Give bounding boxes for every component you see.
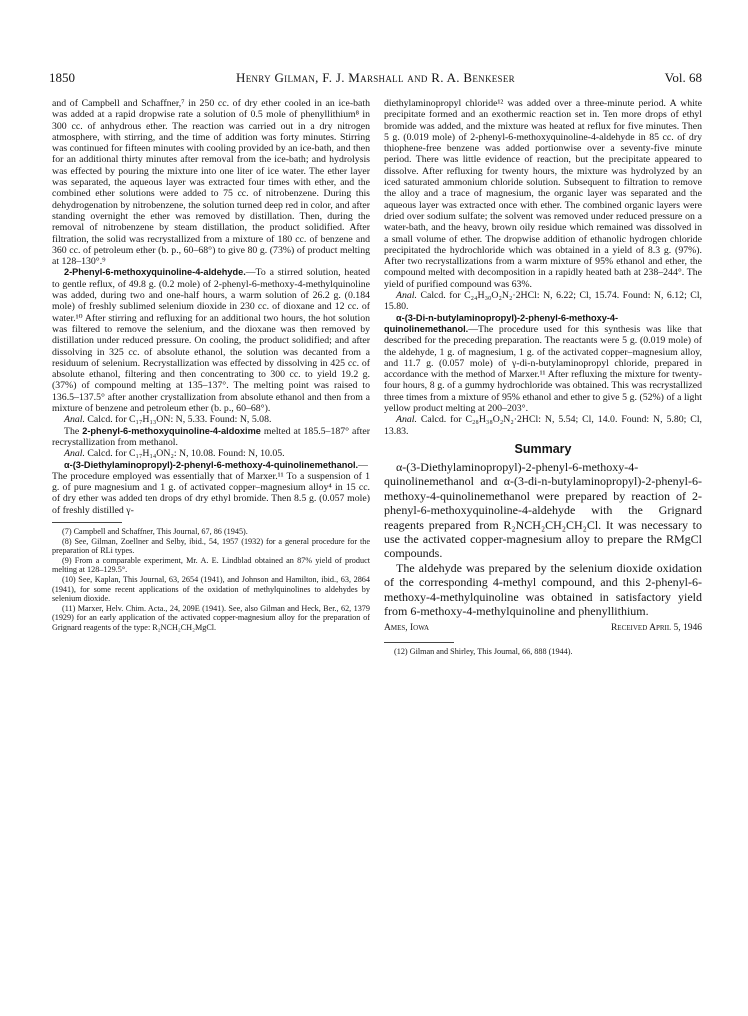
- analysis-text: Calcd. for C₂₈H₃₈O₂N₂·2HCl: N, 5.54; Cl, 14.0. Found: N, 5.80; Cl, 13.83.: [384, 414, 702, 437]
- section-heading: α-(3-Diethylaminopropyl)-2-phenyl-6-methoxy-4-quinolinemethanol.: [64, 459, 359, 470]
- paragraph: [52, 426, 370, 449]
- summary-paragraph: The aldehyde was prepared by the selenium dioxide oxidation of the corresponding 4-methyl compound, and this 2-phenyl-6-methoxy-4-methylquinoline was obtained in satisfactory yield from 6-methoxy-4-methylquinoline and phenyllithium.: [384, 560, 702, 618]
- analysis-label: Anal.: [64, 414, 85, 426]
- paragraph: and of Campbell and Schaffner,⁷ in 250 cc. of dry ether cooled in an ice-bath was added at a rapid dropwise rate a solution of 0.5 mole of phenyllithium⁸ in 300 cc. of anhydrous ether. The reaction was carried out in a dry nitrogen atmosphere, with stirring, and the time of addition was forty minutes. Stirring was continued for fifteen minutes with cooling provided by an ice-bath, and then for an additional thirty minutes after removal from the ice-bath; and hydrolysis was effected by pouring the mixture into one liter of ice water. The ether layer was separated, the aqueous layer was extracted four times with ether, and the combined ether solutions were added to 75 cc. of nitrobenzene. During this dehydrogenation by nitrobenzene, the solution turned deep red in color, and after standing overnight the ether was removed by distillation. Then, during the removal of nitrobenzene by steam distillation, the product solidified. After filtration, the solid was recrystallized from a mixture of 180 cc. of benzene and 360 cc. of petroleum ether (b. p., 60–68°) to give 80 g. (73%) of product melting at 128–130°.⁹: [52, 98, 370, 268]
- place: Ames, Iowa: [384, 623, 430, 634]
- running-title: Henry Gilman, F. J. Marshall and R. A. Benkeser: [236, 70, 515, 85]
- footnote: (8) See, Gilman, Zoellner and Selby, ibid., 54, 1957 (1932) for a general procedure for the preparation of RLi types.: [52, 536, 370, 556]
- page-number: 1850: [49, 70, 75, 85]
- paragraph-text: —The procedure employed was essentially that of Marxer.¹¹ To a suspension of 1 g. of pure magnesium and 1 g. of activated copper–magnesium alloy⁴ in 15 cc. of dry ether was added ten drops of dry ethyl bromide. Then 8.5 g. (0.057 mole) of freshly distilled γ-: [52, 459, 370, 516]
- analysis-line: [52, 414, 370, 425]
- summary-paragraph: α-(3-Diethylaminopropyl)-2-phenyl-6-methoxy-4-quinolinemethanol and α-(3-di-n-butylaminopropyl)-2-phenyl-6-methoxy-4-quinolinemethanol were prepared by reaction of 2-phenyl-6-methoxyquinoline-4-aldehyde with the Grignard reagents prepared from R₂NCH₂CH₂CH₂Cl. It was necessary to use the activated copper-magnesium alloy to prepare the RMgCl compounds.: [384, 459, 702, 561]
- footnote: (10) See, Kaplan, This Journal, 63, 2654 (1941), and Johnson and Hamilton, ibid., 63, 2864 (1941), for some recent applications of the oxidation of methylquinolines to aldehydes by selenium dioxide.: [52, 574, 370, 604]
- section-heading: 2-Phenyl-6-methoxyquinoline-4-aldehyde.: [64, 267, 246, 278]
- paragraph: [52, 460, 370, 516]
- footnote-divider: [384, 642, 454, 643]
- footnote: (12) Gilman and Shirley, This Journal, 66, 888 (1944).: [394, 647, 573, 657]
- footnote-divider: [52, 522, 122, 523]
- summary-heading: Summary: [514, 441, 572, 456]
- running-header: [49, 70, 702, 88]
- paragraph: [52, 267, 370, 414]
- footnote: (7) Campbell and Schaffner, This Journal, 67, 86 (1945).: [62, 526, 248, 536]
- paragraph-text: The: [64, 425, 83, 437]
- analysis-text: Calcd. for C₂₄H₃₀O₂N₂·2HCl: N, 6.22; Cl, 15.74. Found: N, 6.12; Cl, 15.80.: [384, 290, 702, 313]
- analysis-label: Anal.: [396, 290, 417, 302]
- affiliation-line: [384, 623, 702, 636]
- paragraph: [384, 313, 702, 415]
- paragraph-text: melted at 185.5–187° after recrystallization from methanol.: [52, 425, 370, 448]
- left-column: [52, 98, 370, 633]
- right-column: [384, 98, 702, 657]
- paragraph-text: —To a stirred solution, heated to gentle reflux, of 49.8 g. (0.2 mole) of 2-phenyl-6-methoxy-4-methylquinoline was added, during two and one-half hours, a warm solution of 26.2 g. (0.184 mole) of freshly sublimed selenium dioxide in 230 cc. of dioxane and 12 cc. of water.¹⁰ After stirring and refluxing for an additional two hours, the hot solution was filtered to remove the selenium, and the dioxane was then removed by distillation under reduced pressure. On cooling, the product solidified; and after dissolving in 325 cc. of absolute ethanol, the solution was decanted from a residuum of selenium. Recrystallization was effected by dissolving in 425 cc. of absolute ethanol, filtering and then concentrating to 300 cc. to yield 19.2 g. (37%) of compound melting at 135–137°. The melting point was raised to 136.5–137.5° after another crystallization from absolute ethanol and then from a mixture of benzene and petroleum ether (b. p., 60–68°).: [52, 267, 370, 415]
- paragraph: diethylaminopropyl chloride¹² was added over a three-minute period. A white precipitate formed and an exothermic reaction set in. Ten more drops of ethyl bromide was added, and the mixture was heated at reflux for five minutes. Then 5 g. (0.019 mole) of 2-phenyl-6-methoxyquinoline-4-aldehyde in 85 cc. of dry thiophene-free benzene was added portionwise over a seventy-five minute period. There was little evidence of reaction, but the precipitate appeared to dissolve. After refluxing for twenty hours, the mixture was hydrolyzed by an iced saturated ammonium chloride solution. Subsequent to filtration to remove the alloy and a trace of magnesium, the organic layer was separated and the aqueous layer was extracted once with ether. The combined organic layers were dried over sodium sulfate; the solvent was removed under reduced pressure on a water-bath, and the heavy, brown oily residue which remained was dissolved in a small volume of ether. The dropwise addition of ethanolic hydrogen chloride precipitated the hydrochloride which was obtained in a yield of 8.3 g. (97%). After two recrystallizations from a warm mixture of 95% ethanol and ether, the compound melted with decomposition in a rapidly heated bath at 238–244°. The yield of purified compound was 63%.: [384, 98, 702, 290]
- analysis-text: Calcd. for C₁₇H₁₄ON₂: N, 10.08. Found: N, 10.05.: [84, 448, 285, 460]
- compound-name: 2-phenyl-6-methoxyquinoline-4-aldoxime: [82, 425, 261, 436]
- paragraph-text: —The procedure used for this synthesis was like that described for the preceding preparation. The reactants were 5 g. (0.019 mole) of the aldehyde, 1 g. of magnesium, 1 g. of the activated copper–magnesium alloy, and 11.7 g. (0.057 mole) of γ-di-n-butylaminopropyl chloride, prepared in accordance with the method of Marxer.¹¹ After refluxing the mixture for twenty-four hours, 8 g. of a gummy hydrochloride was obtained. This was recrystallized three times from a mixture of 95% ethanol and ether to give 5 g. (52%) of a light yellow product melting at 200–203°.: [384, 323, 702, 415]
- analysis-line: [384, 290, 702, 313]
- volume-number: Vol. 68: [664, 70, 702, 85]
- footnote: (11) Marxer, Helv. Chim. Acta., 24, 209E (1941). See, also Gilman and Heck, Ber., 62, 1379 (1929) for an early application of the activated copper-magnesium alloy for the preparation of Grignard reagents of the type: R₂NCH₂CH₂MgCl.: [52, 603, 370, 632]
- analysis-line: [384, 414, 702, 437]
- section-heading: α-(3-Di-n-butylaminopropyl)-2-phenyl-6-methoxy-4-quinolinemethanol.: [384, 312, 619, 334]
- received-date: Received April 5, 1946: [610, 623, 702, 634]
- analysis-label: Anal.: [396, 414, 417, 426]
- analysis-text: Calcd. for C₁₇H₁₃ON: N, 5.33. Found: N, 5.08.: [84, 414, 272, 426]
- analysis-label: Anal.: [64, 448, 85, 460]
- footnote: (9) From a comparable experiment, Mr. A. E. Lindblad obtained an 87% yield of product melting at 128–129.5°.: [52, 555, 370, 575]
- analysis-line: [52, 448, 370, 459]
